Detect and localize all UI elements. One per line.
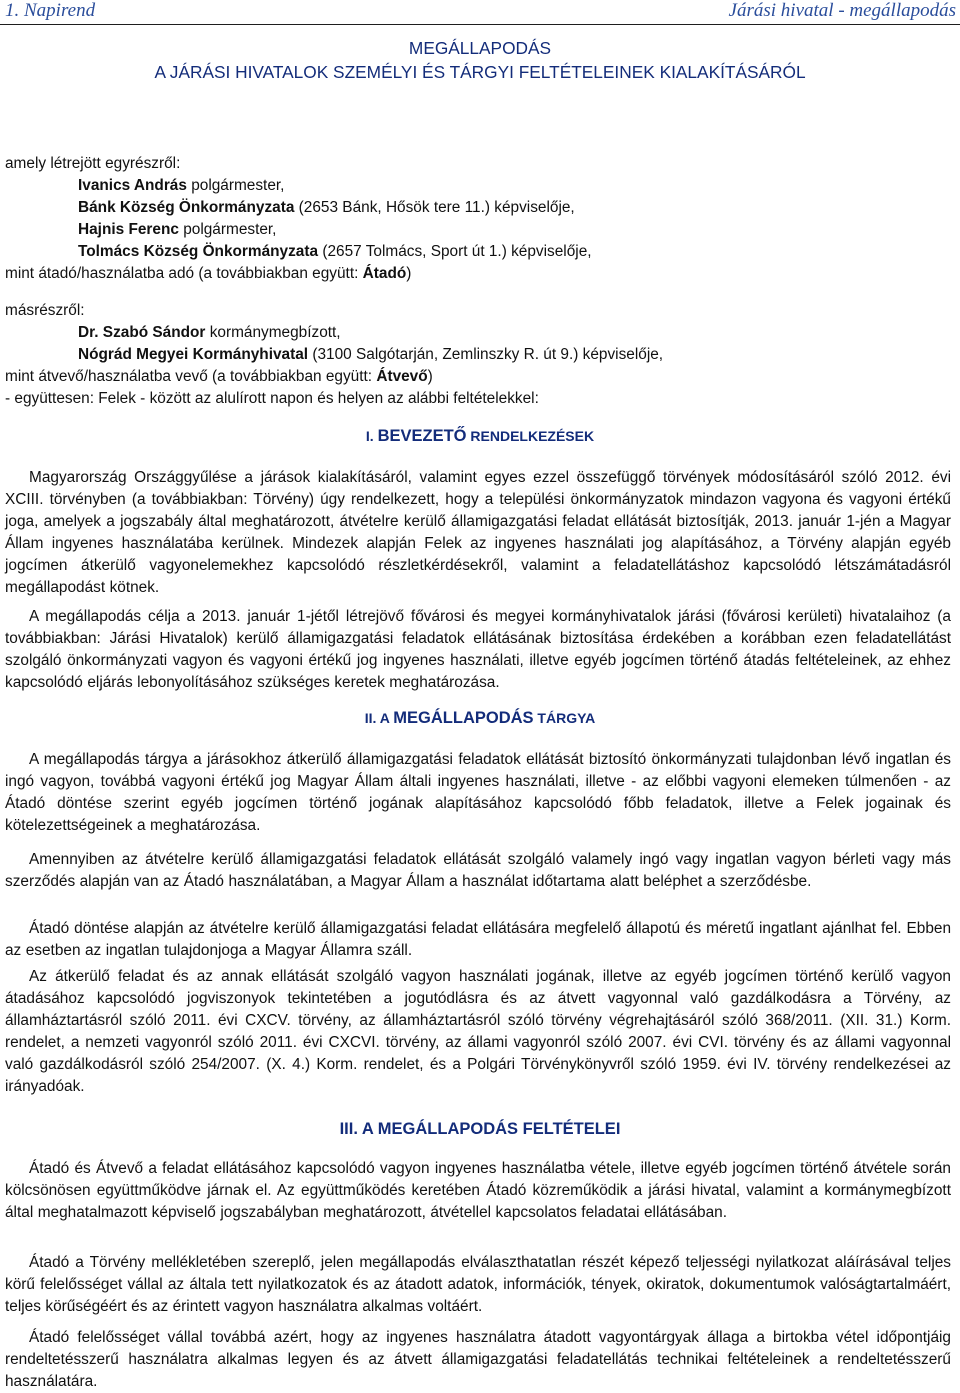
page-header [0,0,960,25]
party1-name: Ivanics András [78,177,187,194]
party3-representative [78,322,341,343]
transferor-term: Átadó [362,265,407,282]
paragraph-4: Amennyiben az átvételre kerülő államigazgatási feladatok ellátását szolgáló valamely ingó vagy ingatlan vagyon bérleti vagy más szerződés alapján van az Átadó használatában, a Magyar Állam a használat időtartama alatt beléphet a szerződésbe. [5,851,951,891]
party3-org-name: Nógrád Megyei Kormányhivatal [78,346,309,363]
section-1-word2: RENDELKEZÉSEK [466,428,595,444]
transferee-definition-text: mint átvevő/használatba vevő (a továbbiakban együtt: [5,368,377,385]
other-party-intro: másrészről: [5,302,85,319]
paragraph-9: Átadó felelősséget vállal továbbá azért, hogy az ingyenes használatra átadott vagyontárgyak állaga a birtokba vétel időpontjáig rendeltetésszerű használatra alkalmas legyen és az átvett államigazgatási feladatellátás technikai feltételeinek a rendeltetésszerű használatára. [5,1329,951,1391]
paragraph-6: Az átkerülő feladat és az annak ellátását szolgáló vagyon használati jogának, illetve az egyéb jogcímen történő kerülő vagyon átadásához kapcsolódó jogviszonyok tekintetében a jogutódlásra és az átvett vagyonnal való gazdálkodásra a Törvény, az államháztartásról szóló 2011. évi CXCV. törvény, az államháztartásról szóló törvény végrehajtásáról szóló 368/2011. (XII. 31.) Korm. rendelet, a nemzeti vagyonról szóló 2011. évi CXCVI. törvény, az állami vagyonról szóló 2007. évi CVI. törvény és az állami vagyonnal való gazdálkodásról szóló 254/2007. (X. 4.) Korm. rendelet, és a Polgári Törvénykönyvről szóló 1959. évi IV. törvény rendelkezései az irányadóak. [5,968,951,1096]
party1-role: polgármester, [186,177,285,194]
section-2-word3: TÁRGYA [533,710,596,726]
section-3-heading: III. A MEGÁLLAPODÁS FELTÉTELEI [339,1120,621,1138]
section-2-word2: MEGÁLLAPODÁS [393,709,534,727]
party2-representative [78,219,276,240]
section-1-number: I. [365,428,378,444]
document-title: MEGÁLLAPODÁS [408,38,552,58]
parties-intro: amely létrejött egyrészről: [5,155,181,172]
section-1-heading [0,427,960,446]
party1-organization [78,197,575,218]
paragraph-1: Magyarország Országgyűlése a járások kialakításáról, valamint egyes ezzel összefüggő törvények módosításáról szóló 2012. évi XCIII. törvényben (a továbbiakban: Törvény) úgy rendelkezett, hogy a települési önkormányzatok mindazon vagyona és vagyoni értékű joga, amelyek a jogszabály által meghatározott, átvételre kerülő államigazgatási feladat ellátását biztosítják, 2013. január 1-jén a Magyar Állam ingyenes használatába kerülnek. Mindezek alapján Felek az ingyenes használati jog alapításához, a Törvény alapján egyéb jogcímen átkerülő vagyonelemekhez kapcsolódó részletkérdésekről, valamint a feladatellátáshoz kapcsolódó létszámátadásról megállapodást kötnek. [5,469,951,597]
party2-role: polgármester, [178,221,277,238]
header-left-text: 1. Napirend [5,0,96,21]
parties-together: - együttesen: Felek - között az alulírott napon és helyen az alábbi feltételekkel: [5,390,539,407]
party3-organization [78,344,663,365]
transferee-definition [5,366,433,387]
party1-address: (2653 Bánk, Hősök tere 11.) képviselője, [294,199,575,216]
party2-address: (2657 Tolmács, Sport út 1.) képviselője, [318,243,592,260]
transferor-definition-text: mint átadó/használatba adó (a továbbiakban együtt: [5,265,363,282]
party3-address: (3100 Salgótarján, Zemlinszky R. út 9.) képviselője, [308,346,664,363]
party2-name: Hajnis Ferenc [78,221,179,238]
party2-organization [78,241,592,262]
party3-role: kormánymegbízott, [205,324,341,341]
party2-org-name: Tolmács Község Önkormányzata [78,243,319,260]
section-2-number: II. [364,710,380,726]
paragraph-3: A megállapodás tárgya a járásokhoz átkerülő államigazgatási feladatok ellátását biztosító önkormányzati tulajdonban lévő ingatlan és ingó vagyon, továbbá vagyoni értékű jog Magyar Állam általi ingyenes használati, illetve - az előbbi vagyoni elemeken túlmenően - az Átadó döntése szerint egyéb jogcímen történő jogának alapításához kapcsolódó főbb feladatok, illetve a Felek jogainak és kötelezettségeinek a meghatározása. [5,751,951,835]
paragraph-5: Átadó döntése alapján az átvételre kerülő államigazgatási feladat ellátására megfelelő állapotú és méretű ingatlant ajánlhat fel. Ebben az esetben az ingatlan tulajdonjoga a Magyar Államra száll. [5,920,951,960]
transferor-definition-end: ) [406,265,412,282]
section-2-word1: A [379,710,394,726]
paragraph-8: Átadó a Törvény mellékletében szereplő, jelen megállapodás elválaszthatatlan részét képező teljességi nyilatkozat aláírásával teljes körű felelősséget vállal az általa tett nyilatkozatok és az átadott adatok, információk, tények, okiratok, dokumentumok valóságtartalmáért, teljes körűségéért és az érintett vagyon használatra alkalmas voltáért. [5,1254,951,1316]
section-1-word1: BEVEZETŐ [377,427,467,445]
paragraph-7: Átadó és Átvevő a feladat ellátásához kapcsolódó vagyon ingyenes használatba vétele, illetve egyéb jogcímen történő átvétele során kölcsönösen együttműködve járnak el. Az együttműködés keretében Átadó közreműködik a járási hivatal, valamint a kormánymegbízott által meghatalmazott képviselő jogszabályban meghatározott, átvétellel kapcsolatos feladatai ellátásában. [5,1160,951,1222]
section-2-heading [0,709,960,728]
paragraph-2: A megállapodás célja a 2013. január 1-jétől létrejövő fővárosi és megyei kormányhivatalok járási (fővárosi kerületi) hivatalaihoz (a továbbiakban: Járási Hivatalok) kerülő államigazgatási feladatok ellátásának biztosítása érdekében a korábban ezen feladatellátást szolgáló önkormányzati vagyon és vagyoni értékű jog ingyenes használati, illetve egyéb jogcímen történő átadás feltételeinek, az ehhez kapcsolódó eljárás lebonyolításához szükséges keretek meghatározása. [5,608,951,692]
transferor-definition [5,263,411,284]
header-right-text: Járási hivatal - megállapodás [728,0,956,21]
party1-org-name: Bánk Község Önkormányzata [78,199,295,216]
transferee-term: Átvevő [376,368,428,385]
party1-representative [78,175,284,196]
party3-name: Dr. Szabó Sándor [78,324,206,341]
transferee-definition-end: ) [427,368,433,385]
document-subtitle: A JÁRÁSI HIVATALOK SZEMÉLYI ÉS TÁRGYI FELTÉTELEINEK KIALAKÍTÁSÁRÓL [154,62,806,82]
